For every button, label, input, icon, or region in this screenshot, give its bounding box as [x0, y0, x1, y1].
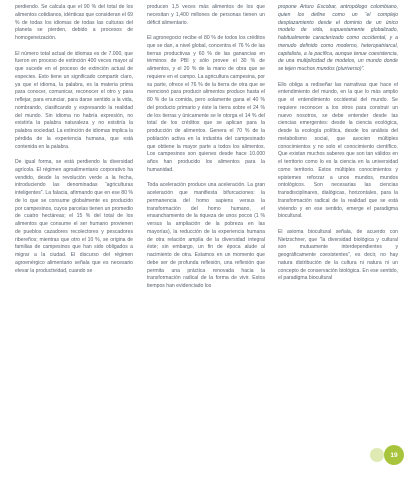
paragraph: Toda aceleración produce una aceleración. La gran aceleración que manifiesta bifurcaciones: la permanencia del homo sapiens versus la transformación del homo humano, el ensanchamiento de la riqueza de unos pocos (1 % versus la ampliación de la pobreza en las mayorías), la reducción de la experiencia humana de otra relación amplia de la diversidad integral éste; sin embargo, un fin de época alude al nacimiento de otra. Estamos en un momento que debe ser de profunda reflexión, una reflexión que permita una práctica renovada hacia la transformación radical de la forma de vivir. Estos tiempos han evidenciado los — [147, 182, 265, 289]
paragraph: De igual forma, se está perdiendo la diversidad agrícola. El régimen agroalimentario corporativo ha vendido, desde la revolución verde a la fecha, introduciendo las denominadas “agriculturas inteligentes”. La falacia, afirmando que en ese 80 % de lo que se consume globalmente es producido por campesinos, cuyos parcelas tienen un promedio de cuatro hectáreas; el 15 % del total de los alimentos que consume el ser humano provienen de pueblos cazadores recolectores y pescadores ribereños; mientras que otro el 10 %, se origina de familias de campesinos que han sido obligados a migrar a la ciudad. El discurso del régimen agroenérgico alimentario señala que es necesario elevar la productividad, cuando se — [15, 159, 133, 274]
paragraph: El número total actual de idiomas es de 7.000, que fueron en proceso de extinción 400 veces mayor al que sucede en el proceso de extinción actual de especies. Esto tiene un significado compartir claro, ya que el idioma, la palabra, es la materia prima para conocer, comunicar, reconocer el otro y para reflejar, para enunciar, para darse sentido a la vida, nombrando, clasificando y expresando la realidad del mundo. Sin idioma no habría expresión, no existiría la palabra naturaleza y no existiría la palabra sociedad. La extinción de idiomas implica la pérdida de la experiencia humana, que está contenida en la palabra. — [15, 50, 133, 150]
paragraph: El agronegocio recibe el 80 % de todos los créditos que se dan, a nivel global, concentra el 76 % de las tierras productivas y 60 % de las ganancias en términos de PBI y sólo provee el 30 % de alimentos, y el 20 % de la mano de obra que se requiere en el campo. La agricultura campesina, por su parte, ofrece el 76 % de la tierra de otra que se mencionó para producir alimentos produce hasta el 80 % de la comida, pero solamente gana el 40 % del producto primario y éste la tierra sobre el 24 % de los tierras y únicamente se le otorga el 14 % del total de los créditos que se aplican para la producción de alimentos. Genera el 70 % de la población activa en la industria del campesinado que obtiene la mayor parte a todos los alimentos. Los campesinos son quienes desde hace 10.000 años han producido los alimentos para la humanidad. — [147, 35, 265, 173]
paragraph: Ello obliga a rediseñar las narrativas que hace el entendimiento del mundo, en la que lo más amplio que el entendimiento occidental del mundo. Se requiere reconocer a los otros para construir un nuevo nosotros, se debe entender desde las ciencias emergentes: desde la ciencia ecológica, desde la ecología política, desde los análisis del metabolismo social, que asocien múltiples conocimientos y no solo el conocimiento científico. Que existan muchos saberes que son tan válidos en el territorio como lo es la ciencia en la universidad como territorio. Estos múltiples conocimientos y epistemes reforzar a unos mundos, mundos ontológicos. Son necesarias las ciencias transdisciplinares, dialógicas, horizontales, para la transformación radical de la realidad que se está viviendo y en ese sentido, emerge el paradigma biocultural. — [278, 81, 398, 220]
text-column-right — [278, 4, 398, 291]
paragraph: perdiendo. Se calcula que el 90 % del total de los alimentos cotidianos, idénticas que consideran el 69 % de todas los idiomas de todas las culturas del planeta se pierden, debido a procesos de homogeneización. — [15, 4, 133, 41]
text-column-middle — [147, 4, 265, 299]
page-number-badge: 19 — [384, 445, 404, 465]
paragraph: El axioma biocultural señala, de acuerdo con Nietzschner, que “la diversidad biológica y cultural son mutuamente interdependientes y geográficamente coexistentes”, es decir, no hay natura distribución de la cultura ni natura ni un concepto de conservación biológica. En ese sentido, el paradigma biocultural — [278, 228, 398, 282]
quote-paragraph: propone Arturo Escobar, antropólogo colombiano, quien los define como un “el complejo desplazamiento desde el dominio de un único modelo de vida, supuestamente globalizado, habitualmente caracterizado como occidental, y a menudo definido como moderno, heteropatriarcal, capitalista, a la pacífica, aunque tenue coexistencia, de una multiplicidad de modelos, un mundo donde se tejen muchos mundos (pluriverso)”. — [278, 4, 398, 72]
paragraph: producen 1,5 veces más alimentos de los que necesitan y 1,400 millones de personas tienen un déficit alimentario. — [147, 4, 265, 26]
page-number-decoration — [370, 448, 384, 462]
text-column-left — [15, 4, 133, 283]
